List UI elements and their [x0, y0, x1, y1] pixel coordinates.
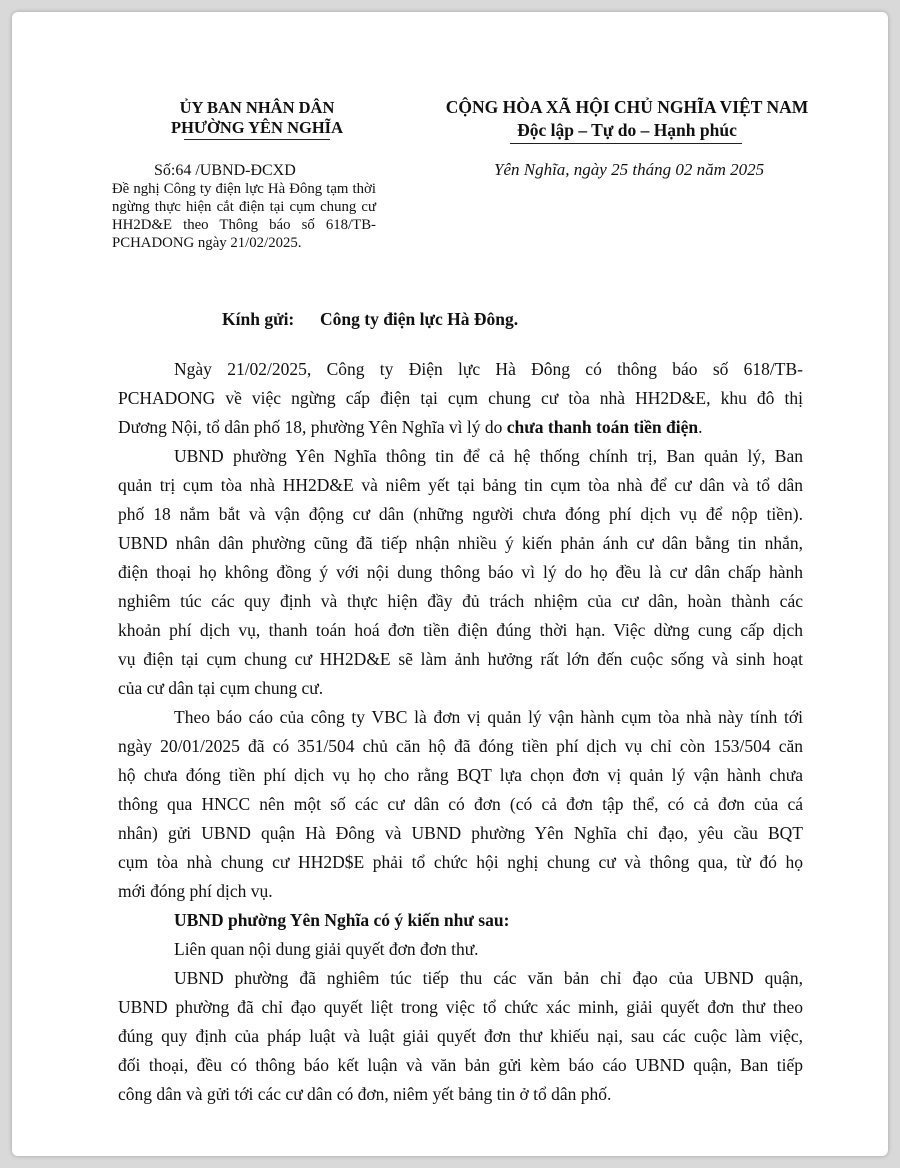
body-line: điện thoại họ không đồng ý với nội dung thông báo vì lý do họ đều là cư dân chấp hành	[118, 562, 803, 582]
body-line: của cư dân tại cụm chung cư.	[118, 678, 324, 698]
recipient-label: Kính gửi:	[222, 309, 295, 329]
bold-reason: chưa thanh toán tiền điện	[506, 417, 699, 437]
body-line: công dân và gửi tới các cư dân có đơn, niêm yết bảng tin ở tổ dân phố.	[118, 1084, 612, 1104]
body-line: Ngày 21/02/2025, Công ty Điện lực Hà Đông có thông báo số 618/TB-	[174, 359, 803, 379]
document-page	[12, 12, 888, 1156]
national-motto: Độc lập – Tự do – Hạnh phúc	[517, 120, 737, 140]
body-line: phố 18 nắm bắt và vận động cư dân (những người chưa đóng phí dịch vụ để nộp tiền).	[118, 504, 803, 524]
issuer-name: ỦY BAN NHÂN DÂN	[179, 98, 335, 117]
body-line: Theo báo cáo của công ty VBC là đơn vị quản lý vận hành cụm tòa nhà này tính tới	[174, 707, 803, 727]
body-line: nhân) gửi UBND quận Hà Đông và UBND phường Yên Nghĩa chỉ đạo, yêu cầu BQT	[118, 823, 803, 843]
body-line: cụm tòa nhà chung cư HH2D$E phải tổ chức hội nghị chung cư và thông qua, từ đó họ	[118, 852, 803, 872]
body-line: nghiêm túc các quy định và thực hiện đầy đủ trách nhiệm của cư dân, hoàn thành các	[118, 591, 803, 611]
document-number: Số:64 /UBND-ĐCXD	[154, 162, 296, 179]
body-line: vụ điện tại cụm chung cư HH2D&E sẽ làm ảnh hưởng rất lớn đến cuộc sống và sinh hoạt	[118, 649, 803, 669]
document-body	[118, 355, 803, 1109]
body-line: UBND nhân dân phường cũng đã tiếp nhận nhiều ý kiến phản ánh cư dân bằng tin nhắn,	[118, 533, 803, 553]
body-line: thông qua HNCC nên một số các cư dân có đơn (có cả đơn tập thể, có cả đơn của cá	[118, 794, 803, 814]
national-title: CỘNG HÒA XÃ HỘI CHỦ NGHĨA VIỆT NAM	[445, 97, 809, 117]
body-line: PCHADONG về việc ngừng cấp điện tại cụm chung cư tòa nhà HH2D&E, khu đô thị	[118, 388, 803, 408]
body-line: đối thoại, đều có thông báo kết luận và văn bản gửi kèm báo cáo UBND quận, Ban tiếp	[118, 1055, 803, 1075]
date-line: Yên Nghĩa, ngày 25 tháng 02 năm 2025	[494, 160, 765, 179]
body-line: mới đóng phí dịch vụ.	[118, 881, 273, 901]
document-subject: Đề nghị Công ty điện lực Hà Đông tạm thời ngừng thực hiện cắt điện tại cụm chung cư HH2D&E theo Thông báo số 618/TB-PCHADONG ngày 21/02/2025.	[112, 181, 376, 251]
body-text: Dương Nội, tổ dân phố 18, phường Yên Nghĩa vì lý do	[118, 417, 507, 437]
body-text: .	[698, 417, 703, 437]
motto-underline	[510, 143, 742, 144]
body-line	[118, 413, 803, 442]
body-line: Liên quan nội dung giải quyết đơn đơn thư.	[174, 939, 479, 959]
body-line: khoản phí dịch vụ, thanh toán hoá đơn tiền điện đúng thời hạn. Việc dừng cung cấp dịch	[118, 620, 803, 640]
body-line: quản trị cụm tòa nhà HH2D&E và niêm yết tại bảng tin cụm tòa nhà để cư dân và tổ dân	[118, 475, 803, 495]
issuer-ward: PHƯỜNG YÊN NGHĨA	[170, 118, 344, 137]
body-line: UBND phường đã nghiêm túc tiếp thu các văn bản chỉ đạo của UBND quận,	[174, 968, 803, 988]
body-line: ngày 20/01/2025 đã có 351/504 chủ căn hộ đã đóng tiền phí dịch vụ chỉ còn 153/504 căn	[118, 736, 803, 756]
body-line: UBND phường đã chỉ đạo quyết liệt trong việc tổ chức xác minh, giải quyết đơn thư theo	[118, 997, 803, 1017]
body-line: đúng quy định của pháp luật và luật giải quyết đơn thư khiếu nại, sau các cuộc làm việc,	[118, 1026, 803, 1046]
issuer-underline	[184, 139, 330, 140]
opinion-heading: UBND phường Yên Nghĩa có ý kiến như sau:	[174, 910, 510, 930]
body-line: UBND phường Yên Nghĩa thông tin để cả hệ thống chính trị, Ban quản lý, Ban	[174, 446, 803, 466]
recipient-name: Công ty điện lực Hà Đông.	[320, 309, 519, 329]
body-line: hộ chưa đóng tiền phí dịch vụ họ cho rằng BQT lựa chọn đơn vị quản lý vận hành chưa	[118, 765, 803, 785]
